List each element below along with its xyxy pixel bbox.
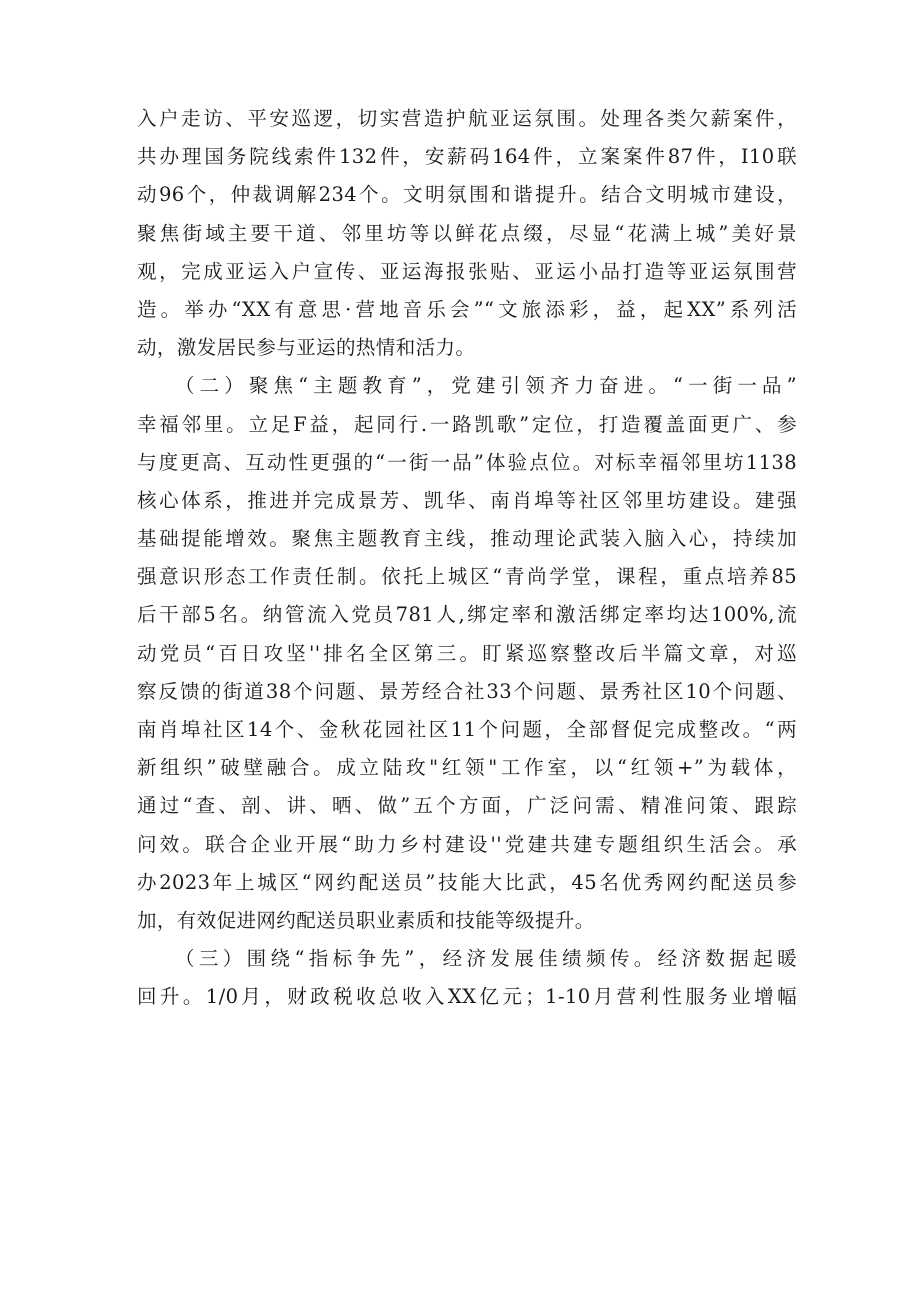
- body-line: 核心体系，推进并完成景芳、凯华、南肖埠等社区邻里坊建设。建强: [137, 488, 797, 512]
- body-line: 南肖埠社区14个、金秋花园社区11个问题，全部督促完成整改。“两: [137, 718, 797, 741]
- body-line: 入户走访、平安巡逻，切实营造护航亚运氛围。处理各类欠薪案件，: [137, 107, 797, 130]
- body-text-block: [137, 100, 797, 1017]
- body-line: 观，完成亚运入户宣传、亚运海报张贴、亚运小品打造等亚运氛围营: [137, 259, 797, 283]
- body-line: 察反馈的街道38个问题、景芳经合社33个问题、景秀社区10个问题、: [137, 679, 797, 703]
- body-line: 幸福邻里。立足F益，起同行.一路凯歌”定位，打造覆盖面更广、参: [137, 412, 797, 436]
- body-line: 聚焦街域主要干道、邻里坊等以鲜花点缀，尽显“花满上城”美好景: [137, 221, 797, 245]
- body-line: 动党员“百日攻坚''排名全区第三。盯紧巡察整改后半篇文章，对巡: [137, 641, 797, 665]
- section-heading-line: （二）聚焦“主题教育”，党建引领齐力奋进。“一街一品”: [175, 374, 797, 398]
- section-heading-line: （三）围绕“指标争先”，经济发展佳绩频传。经济数据起暖: [175, 947, 797, 971]
- body-line: 后干部5名。纳管流入党员781人,绑定率和激活绑定率均达100%,流: [137, 603, 797, 627]
- body-line: 共办理国务院线索件132件，安薪码164件，立案案件87件，I10联: [137, 145, 797, 169]
- body-line: 新组织”破壁融合。成立陆玫"红领"工作室，以“红领+”为载体，: [137, 756, 797, 780]
- body-line: 问效。联合企业开展“助力乡村建设''党建共建专题组织生活会。承: [137, 832, 797, 856]
- body-line: 强意识形态工作责任制。依托上城区“青尚学堂，课程，重点培养85: [137, 565, 797, 589]
- body-line: 通过“查、剖、讲、晒、做”五个方面，广泛问需、精准问策、跟踪: [137, 794, 797, 818]
- body-line: 加，有效促进网约配送员职业素质和技能等级提升。: [137, 908, 595, 932]
- body-line: 造。举办“XX有意思·营地音乐会”“文旅添彩，益，起XX”系列活: [137, 297, 797, 321]
- body-line: 基础提能增效。聚焦主题教育主线，推动理论武装入脑入心，持续加: [137, 527, 797, 551]
- body-line: 动96个，仲裁调解234个。文明氛围和谐提升。结合文明城市建设，: [137, 183, 797, 207]
- body-line: 与度更高、互动性更强的“一街一品”体验点位。对标幸福邻里坊1138: [137, 450, 797, 474]
- body-line: 回升。1/0月，财政税收总收入XX亿元；1-10月营利性服务业增幅: [137, 985, 797, 1009]
- body-line: 办2023年上城区“网约配送员”技能大比武，45名优秀网约配送员参: [137, 870, 797, 894]
- body-line: 动，激发居民参与亚运的热情和活力。: [137, 336, 476, 360]
